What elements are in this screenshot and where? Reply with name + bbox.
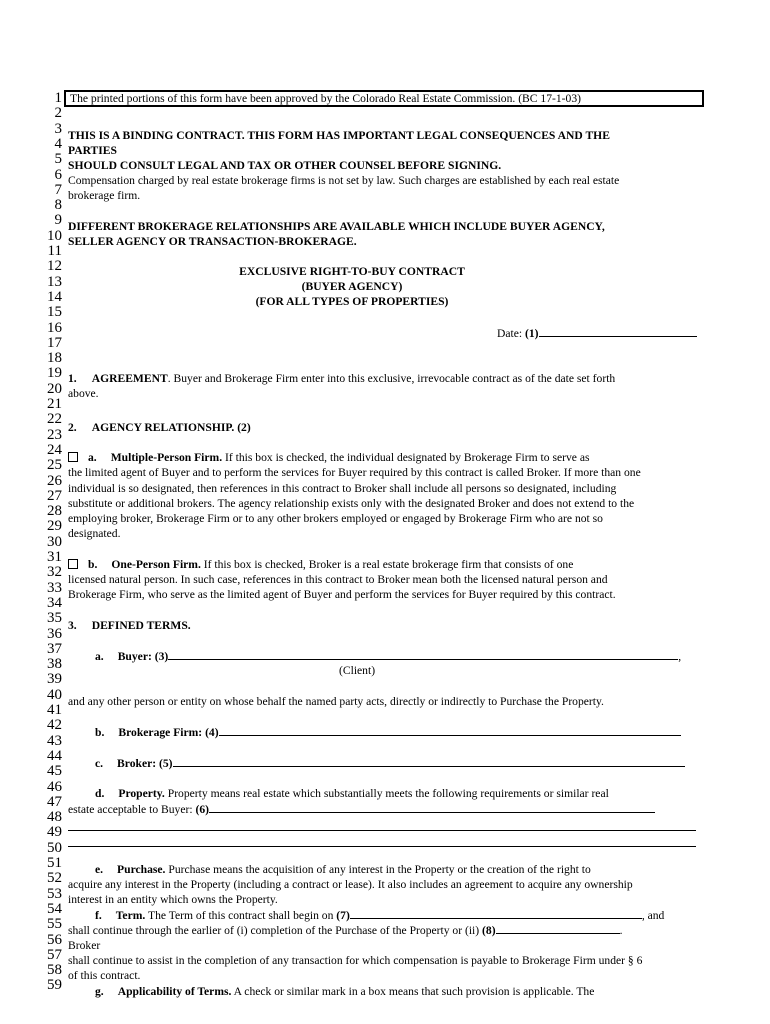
section-3d-line-2	[68, 801, 655, 817]
section-2-number: 2.	[68, 421, 77, 434]
line-number: 39	[47, 671, 62, 688]
line-number: 42	[47, 717, 62, 734]
buyer-field[interactable]	[168, 648, 678, 660]
line-number: 11	[47, 243, 62, 259]
section-3f-text: The Term of this contract shall begin on	[145, 909, 337, 922]
section-2b-line-3: Brokerage Firm, who serve as the limited agent of Buyer and perform the services for Buyer required by this contract.	[68, 588, 616, 601]
section-2b-line-2: licensed natural person. In such case, references in this contract to Broker mean both the licensed natural person and	[68, 573, 608, 586]
section-2a-letter: a.	[88, 451, 97, 464]
section-3f-letter: f.	[95, 909, 102, 922]
section-3e-line-3: interest in an entity which owns the Property.	[68, 893, 278, 906]
section-3e-line-2: acquire any interest in the Property (including a contract or lease). It also includes an agreement to acquire any ownership	[68, 878, 633, 891]
brokerage-firm-label: Brokerage Firm: (4)	[118, 726, 219, 739]
section-2b-line-1	[68, 557, 573, 572]
line-number: 58	[47, 962, 62, 979]
line-number: 56	[47, 931, 62, 948]
line-number: 24	[47, 441, 62, 458]
compensation-line-2: brokerage firm.	[68, 189, 141, 202]
section-1-line-2: above.	[68, 387, 99, 400]
section-3g-line-1	[68, 984, 594, 999]
line-number: 31	[47, 549, 62, 565]
section-1-line-1	[68, 371, 615, 386]
section-3e-letter: e.	[95, 863, 104, 876]
section-2-heading: AGENCY RELATIONSHIP. (2)	[91, 421, 251, 434]
line-number: 14	[47, 288, 62, 305]
section-3f-line-1	[68, 907, 664, 923]
section-3g-text: A check or similar mark in a box means that such provision is applicable. The	[231, 985, 595, 998]
section-3-heading: DEFINED TERMS.	[91, 619, 191, 632]
line-number: 23	[47, 426, 62, 443]
line-number: 1	[54, 90, 62, 106]
section-2b-heading: One-Person Firm.	[111, 558, 201, 571]
section-3d-line-1	[68, 786, 609, 801]
section-2a-line-5: employing broker, Brokerage Firm or to any other brokers employed or engaged by Brokerage Firm who are not so	[68, 512, 603, 525]
section-3d-heading: Property.	[118, 787, 165, 800]
section-3c-letter: c.	[95, 757, 104, 770]
line-number: 4	[54, 135, 62, 152]
section-3a-line	[68, 648, 681, 664]
approval-banner	[64, 90, 704, 107]
line-number: 17	[47, 334, 62, 351]
line-number: 44	[47, 747, 62, 764]
section-2a-line-6: designated.	[68, 527, 121, 540]
line-number: 27	[47, 487, 62, 504]
line-number: 53	[47, 885, 62, 902]
contract-subtitle-2: (FOR ALL TYPES OF PROPERTIES)	[255, 295, 449, 308]
section-3-heading-line	[68, 618, 191, 633]
line-number: 7	[54, 181, 62, 198]
line-number: 16	[47, 319, 62, 336]
line-number: 8	[54, 197, 62, 214]
line-number: 19	[47, 365, 62, 382]
binding-warning-line-2: PARTIES	[68, 144, 117, 157]
section-3f-line-3: Broker	[68, 939, 101, 952]
property-requirements-line-3[interactable]	[68, 846, 696, 847]
section-3b-letter: b.	[95, 726, 105, 739]
line-number: 51	[47, 855, 62, 871]
line-number: 5	[54, 151, 62, 168]
line-number: 29	[47, 518, 62, 535]
line-number: 32	[47, 564, 62, 581]
broker-label: Broker: (5)	[117, 757, 173, 770]
line-number: 47	[47, 793, 62, 810]
property-ref: (6)	[195, 803, 210, 816]
brokerage-firm-field[interactable]	[219, 724, 681, 736]
line-number: 54	[47, 900, 62, 917]
line-number: 21	[47, 396, 62, 412]
broker-field[interactable]	[173, 755, 685, 767]
relationships-line-2: SELLER AGENCY OR TRANSACTION-BROKERAGE.	[68, 235, 357, 248]
line-number: 22	[47, 411, 62, 428]
section-3c-line	[68, 755, 685, 771]
section-3f-text-2: shall continue through the earlier of (i) completion of the Purchase of the Property or (ii)	[68, 924, 483, 937]
contract-subtitle-1: (BUYER AGENCY)	[301, 280, 403, 293]
line-number: 49	[47, 824, 62, 841]
line-number: 57	[47, 946, 62, 963]
line-number: 28	[47, 503, 62, 520]
line-number: 55	[47, 916, 62, 933]
relationships-line-1: DIFFERENT BROKERAGE RELATIONSHIPS ARE AVAILABLE WHICH INCLUDE BUYER AGENCY,	[68, 220, 605, 233]
property-requirements-field[interactable]	[209, 801, 655, 813]
section-3f-line-2	[68, 922, 622, 938]
buyer-label: Buyer: (3)	[117, 650, 169, 663]
line-number: 41	[47, 702, 62, 718]
line-number: 34	[47, 594, 62, 611]
line-number: 12	[47, 258, 62, 275]
buyer-trailing-comma: ,	[678, 650, 682, 663]
line-number: 45	[47, 763, 62, 780]
date-field[interactable]	[539, 325, 697, 337]
line-number: 48	[47, 809, 62, 826]
line-number: 26	[47, 472, 62, 489]
buyer-note: and any other person or entity on whose behalf the named party acts, directly or indirectly to Purchase the Property.	[68, 695, 604, 708]
section-3e-line-1	[68, 862, 591, 877]
line-number: 20	[47, 380, 62, 397]
section-3b-line	[68, 724, 681, 740]
term-end-ref: (8)	[482, 924, 496, 937]
section-1-heading: AGREEMENT	[91, 372, 168, 385]
line-number: 25	[47, 457, 62, 474]
section-2a-text: If this box is checked, the individual designated by Brokerage Firm to serve as	[222, 451, 590, 464]
term-start-field[interactable]	[350, 907, 642, 919]
line-number: 15	[47, 304, 62, 321]
section-1-text: . Buyer and Brokerage Firm enter into this exclusive, irrevocable contract as of the date set forth	[167, 372, 616, 385]
term-end-field[interactable]	[496, 922, 620, 934]
section-3d-letter: d.	[95, 787, 105, 800]
binding-warning-line-1: THIS IS A BINDING CONTRACT. THIS FORM HAS IMPORTANT LEGAL CONSEQUENCES AND THE	[68, 129, 610, 142]
term-start-ref: (7)	[336, 909, 350, 922]
section-3g-letter: g.	[95, 985, 104, 998]
date-ref: (1)	[525, 327, 539, 340]
section-3f-line-4: shall continue to assist in the completion of any transaction for which compensation is payable to Brokerage Firm under § 6	[68, 954, 643, 967]
section-2a-line-3: individual is so designated, then references in this contract to Broker shall include all persons so designated, including	[68, 482, 617, 495]
section-3-number: 3.	[68, 619, 77, 632]
date-label: Date:	[497, 327, 523, 340]
line-number: 52	[47, 870, 62, 887]
section-2a-heading: Multiple-Person Firm.	[110, 451, 223, 464]
line-number: 35	[47, 610, 62, 627]
section-2b-letter: b.	[88, 558, 98, 571]
section-3g-heading: Applicability of Terms.	[117, 985, 232, 998]
property-requirements-line-2[interactable]	[68, 830, 696, 831]
section-3e-text: Purchase means the acquisition of any interest in the Property or the creation of the right to	[165, 863, 591, 876]
section-2-heading-line	[68, 420, 251, 435]
multiple-person-firm-checkbox[interactable]	[68, 452, 78, 462]
line-number: 38	[47, 656, 62, 673]
section-3f-heading: Term.	[115, 909, 146, 922]
section-3e-heading: Purchase.	[117, 863, 166, 876]
client-caption: (Client)	[339, 664, 376, 677]
line-number: 46	[47, 778, 62, 795]
line-number: 13	[47, 273, 62, 290]
section-3d-text-2: estate acceptable to Buyer:	[68, 803, 196, 816]
section-3d-text: Property means real estate which substantially meets the following requirements or similar real	[164, 787, 609, 800]
line-number: 9	[54, 212, 62, 229]
section-2a-line-4: substitute or additional brokers. The agency relationship exists only with the designated Broker and does not extend to the	[68, 497, 635, 510]
section-2b-text: If this box is checked, Broker is a real estate brokerage firm that consists of one	[200, 558, 574, 571]
compensation-line-1: Compensation charged by real estate brokerage firms is not set by law. Such charges are established by each real estate	[68, 174, 620, 187]
line-number: 43	[47, 732, 62, 749]
approval-banner-text: The printed portions of this form have been approved by the Colorado Real Estate Commission. (BC 17-1-03)	[70, 92, 581, 105]
line-number: 50	[47, 839, 62, 856]
line-number: 33	[47, 579, 62, 596]
section-3a-letter: a.	[95, 650, 104, 663]
line-number: 3	[54, 120, 62, 137]
term-start-trail: , and	[641, 909, 665, 922]
line-number: 40	[47, 686, 62, 703]
contract-title: EXCLUSIVE RIGHT-TO-BUY CONTRACT	[239, 265, 465, 278]
line-number: 37	[47, 640, 62, 657]
line-number: 59	[47, 977, 62, 994]
section-2a-line-2: the limited agent of Buyer and to perform the services for Buyer required by this contract is called Broker. If more than one	[68, 466, 641, 479]
binding-warning-line-3: SHOULD CONSULT LEGAL AND TAX OR OTHER COUNSEL BEFORE SIGNING.	[68, 159, 502, 172]
line-number: 10	[47, 227, 62, 244]
line-number: 18	[47, 350, 62, 367]
one-person-firm-checkbox[interactable]	[68, 559, 78, 569]
term-end-trail: .	[619, 924, 623, 937]
date-line	[497, 325, 697, 341]
line-number: 6	[54, 166, 62, 183]
section-2a-line-1	[68, 450, 589, 465]
section-1-number: 1.	[68, 372, 77, 385]
line-number: 2	[54, 105, 62, 122]
line-number: 36	[47, 625, 62, 642]
line-number: 30	[47, 533, 62, 550]
section-3f-line-5: of this contract.	[68, 969, 141, 982]
